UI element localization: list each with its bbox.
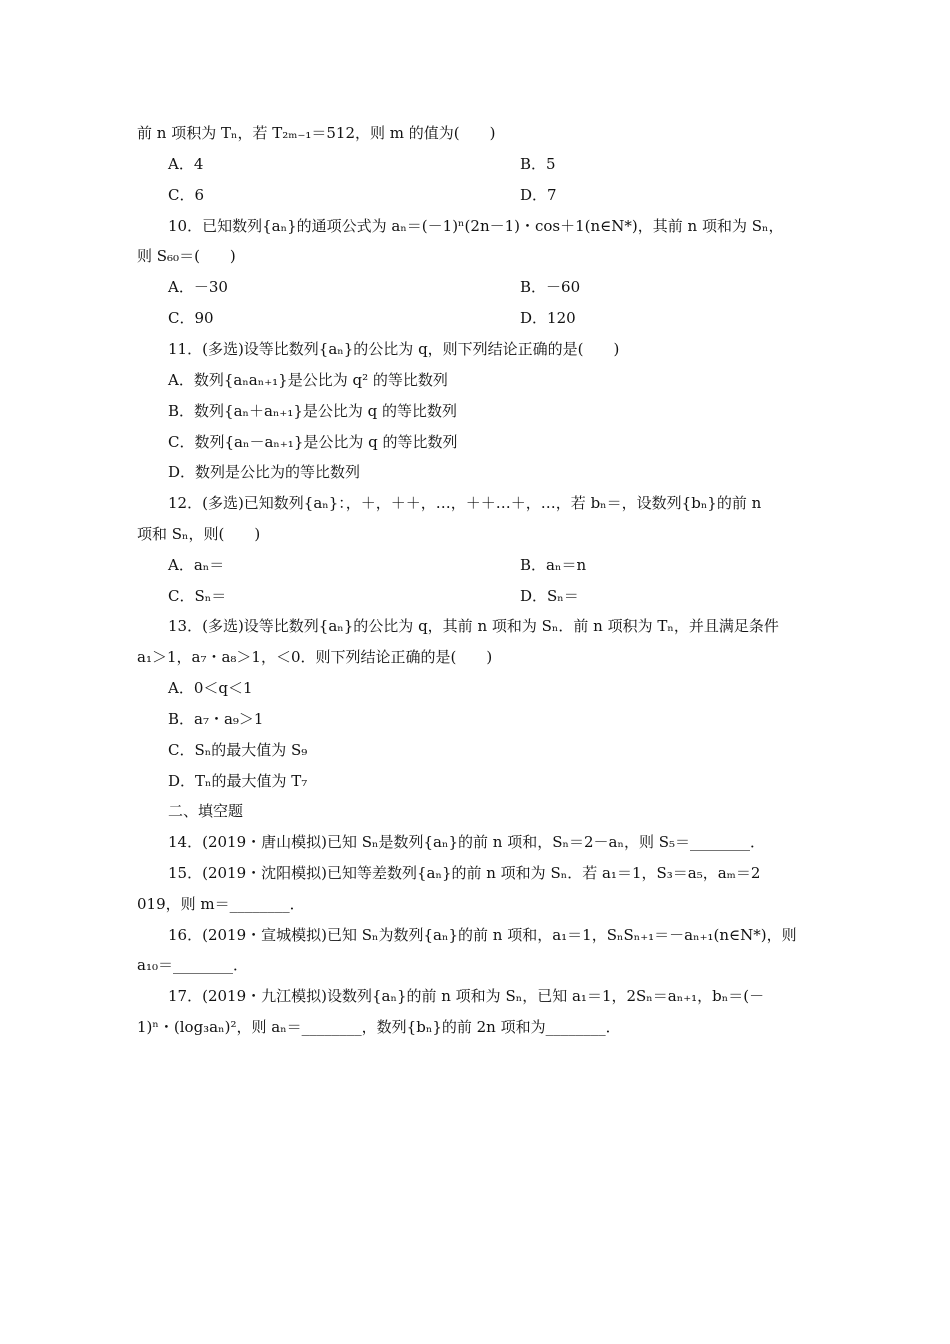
- question-16-line2: a₁₀＝________．: [137, 956, 248, 974]
- question-12-line2: 项和 Sₙ，则( ): [137, 525, 261, 543]
- question-13-line2: a₁＞1，a₇・a₈＞1，＜0．则下列结论正确的是( ): [137, 648, 493, 666]
- question-14: 14．(2019・唐山模拟)已知 Sₙ是数列{aₙ}的前 n 项和，Sₙ＝2－aₙ，则 S₅＝________．: [168, 833, 766, 851]
- option-9c: C．6: [168, 186, 205, 204]
- option-13d: D．Tₙ的最大值为 T₇: [168, 772, 308, 790]
- option-9d: D．7: [520, 186, 557, 204]
- option-10a: A．－30: [168, 278, 228, 296]
- question-15-line2: 019，则 m＝________．: [137, 895, 305, 913]
- option-10c: C．90: [168, 309, 214, 327]
- option-10b: B．－60: [520, 278, 581, 296]
- question-10-line1: 10．已知数列{aₙ}的通项公式为 aₙ＝(－1)ⁿ(2n－1)・cos＋1(n∈N*)，其前 n 项和为 Sₙ，: [168, 217, 784, 235]
- option-12d: D．Sₙ＝: [520, 587, 579, 605]
- option-12c: C．Sₙ＝: [168, 587, 227, 605]
- question-12-line1: 12．(多选)已知数列{aₙ}：，＋，＋＋，…，＋＋…＋，…，若 bₙ＝，设数列{bₙ}的前 n: [168, 494, 762, 512]
- question-15-line1: 15．(2019・沈阳模拟)已知等差数列{aₙ}的前 n 项和为 Sₙ．若 a₁＝1，S₃＝a₅，aₘ＝2: [168, 864, 761, 882]
- option-11c: C．数列{aₙ－aₙ₊₁}是公比为 q 的等比数列: [168, 433, 458, 451]
- question-13-line1: 13．(多选)设等比数列{aₙ}的公比为 q，其前 n 项和为 Sₙ．前 n 项积为 Tₙ，并且满足条件: [168, 617, 779, 635]
- option-13a: A．0＜q＜1: [168, 679, 253, 697]
- option-11a: A．数列{aₙaₙ₊₁}是公比为 q² 的等比数列: [168, 371, 448, 389]
- question-10-line2: 则 S₆₀＝( ): [137, 247, 236, 265]
- option-9b: B．5: [520, 155, 556, 173]
- option-11d: D．数列是公比为的等比数列: [168, 463, 361, 481]
- question-17-line2: 1)ⁿ・(log₃aₙ)²，则 aₙ＝________，数列{bₙ}的前 2n 项和为________．: [137, 1018, 621, 1036]
- question-17-line1: 17．(2019・九江模拟)设数列{aₙ}的前 n 项和为 Sₙ，已知 a₁＝1，2Sₙ＝aₙ₊₁，bₙ＝(－: [168, 987, 765, 1005]
- option-13b: B．a₇・a₉＞1: [168, 710, 264, 728]
- question-9-continuation: 前 n 项积为 Tₙ，若 T₂ₘ₋₁＝512，则 m 的值为( ): [137, 124, 496, 142]
- question-11: 11．(多选)设等比数列{aₙ}的公比为 q，则下列结论正确的是( ): [168, 340, 620, 358]
- option-12a: A．aₙ＝: [168, 556, 225, 574]
- option-12b: B．aₙ＝n: [520, 556, 587, 574]
- option-10d: D．120: [520, 309, 576, 327]
- question-16-line1: 16．(2019・宣城模拟)已知 Sₙ为数列{aₙ}的前 n 项和，a₁＝1，SₙSₙ₊₁＝－aₙ₊₁(n∈N*)，则: [168, 926, 797, 944]
- section-heading-fill-in: 二、填空题: [168, 802, 244, 820]
- option-9a: A．4: [168, 155, 204, 173]
- option-13c: C．Sₙ的最大值为 S₉: [168, 741, 308, 759]
- option-11b: B．数列{aₙ＋aₙ₊₁}是公比为 q 的等比数列: [168, 402, 458, 420]
